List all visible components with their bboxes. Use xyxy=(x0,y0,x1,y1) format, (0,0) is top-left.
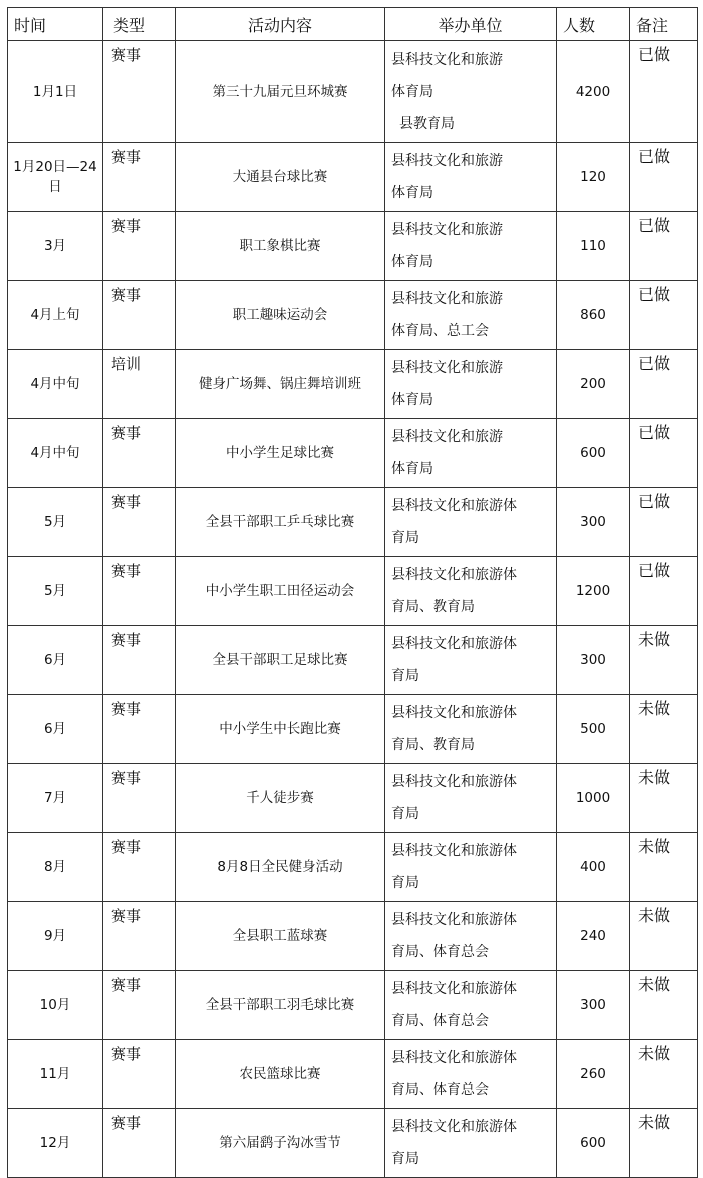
org-line: 育局 xyxy=(391,1151,419,1167)
cell-content: 全县干部职工乒乓球比赛 xyxy=(176,488,385,557)
table-row xyxy=(8,695,698,764)
cell-content: 职工象棋比赛 xyxy=(176,212,385,281)
org-line: 县科技文化和旅游体 xyxy=(391,567,517,583)
cell-org xyxy=(385,281,557,350)
cell-time: 3月 xyxy=(8,212,103,281)
cell-note: 未做 xyxy=(630,833,698,902)
org-line: 县科技文化和旅游 xyxy=(391,291,503,307)
cell-time: 1月20日—24日 xyxy=(8,143,103,212)
cell-content: 千人徒步赛 xyxy=(176,764,385,833)
table-row xyxy=(8,143,698,212)
org-line: 县科技文化和旅游体 xyxy=(391,912,517,928)
org-line: 育局 xyxy=(391,530,419,546)
org-line: 县科技文化和旅游体 xyxy=(391,705,517,721)
org-line: 县科技文化和旅游 xyxy=(391,429,503,445)
cell-org xyxy=(385,350,557,419)
cell-num: 260 xyxy=(557,1040,630,1109)
cell-num: 1000 xyxy=(557,764,630,833)
cell-note: 已做 xyxy=(630,419,698,488)
cell-time: 12月 xyxy=(8,1109,103,1178)
org-line: 县科技文化和旅游体 xyxy=(391,843,517,859)
org-line: 县科技文化和旅游体 xyxy=(391,1050,517,1066)
header-note: 备注 xyxy=(630,8,698,41)
org-line: 县科技文化和旅游体 xyxy=(391,981,517,997)
table-row xyxy=(8,419,698,488)
org-line: 育局、体育总会 xyxy=(391,1013,489,1029)
cell-org xyxy=(385,41,557,143)
table-row xyxy=(8,212,698,281)
cell-time: 8月 xyxy=(8,833,103,902)
table-row xyxy=(8,350,698,419)
cell-num: 110 xyxy=(557,212,630,281)
cell-time: 1月1日 xyxy=(8,41,103,143)
cell-type: 赛事 xyxy=(103,764,176,833)
org-line: 育局、体育总会 xyxy=(391,944,489,960)
cell-note: 已做 xyxy=(630,557,698,626)
org-line: 育局、体育总会 xyxy=(391,1082,489,1098)
cell-type: 赛事 xyxy=(103,143,176,212)
org-line: 县科技文化和旅游体 xyxy=(391,498,517,514)
cell-time: 4月上旬 xyxy=(8,281,103,350)
cell-type: 赛事 xyxy=(103,902,176,971)
cell-note: 未做 xyxy=(630,695,698,764)
org-line: 体育局 xyxy=(391,461,433,477)
cell-org xyxy=(385,626,557,695)
cell-time: 10月 xyxy=(8,971,103,1040)
org-line: 体育局 xyxy=(391,83,433,100)
header-time: 时间 xyxy=(8,8,103,41)
cell-time: 4月中旬 xyxy=(8,419,103,488)
header-org: 举办单位 xyxy=(385,8,557,41)
table-header xyxy=(8,8,698,41)
cell-num: 300 xyxy=(557,971,630,1040)
org-line: 体育局 xyxy=(391,254,433,270)
cell-note: 未做 xyxy=(630,1040,698,1109)
cell-num: 600 xyxy=(557,1109,630,1178)
cell-num: 500 xyxy=(557,695,630,764)
cell-content: 大通县台球比赛 xyxy=(176,143,385,212)
cell-content: 农民篮球比赛 xyxy=(176,1040,385,1109)
org-line: 育局 xyxy=(391,668,419,684)
cell-type: 赛事 xyxy=(103,488,176,557)
cell-note: 已做 xyxy=(630,41,698,143)
cell-type: 赛事 xyxy=(103,695,176,764)
org-line: 育局、教育局 xyxy=(391,737,475,753)
header-num: 人数 xyxy=(557,8,630,41)
org-line: 县科技文化和旅游 xyxy=(391,51,503,68)
org-line: 育局、教育局 xyxy=(391,599,475,615)
cell-content: 第三十九届元旦环城赛 xyxy=(176,41,385,143)
cell-num: 1200 xyxy=(557,557,630,626)
cell-note: 未做 xyxy=(630,971,698,1040)
cell-num: 860 xyxy=(557,281,630,350)
cell-org xyxy=(385,143,557,212)
org-line: 体育局 xyxy=(391,185,433,201)
cell-org xyxy=(385,764,557,833)
cell-note: 已做 xyxy=(630,350,698,419)
cell-note: 未做 xyxy=(630,1109,698,1178)
cell-note: 未做 xyxy=(630,764,698,833)
table-row xyxy=(8,1040,698,1109)
table-row xyxy=(8,557,698,626)
table-row xyxy=(8,281,698,350)
cell-num: 300 xyxy=(557,488,630,557)
org-line: 县科技文化和旅游体 xyxy=(391,636,517,652)
cell-num: 400 xyxy=(557,833,630,902)
cell-type: 赛事 xyxy=(103,1109,176,1178)
cell-type: 赛事 xyxy=(103,626,176,695)
cell-note: 未做 xyxy=(630,902,698,971)
cell-org xyxy=(385,971,557,1040)
header-type: 类型 xyxy=(103,8,176,41)
cell-num: 600 xyxy=(557,419,630,488)
cell-type: 赛事 xyxy=(103,971,176,1040)
cell-num: 200 xyxy=(557,350,630,419)
table-row xyxy=(8,833,698,902)
cell-content: 中小学生职工田径运动会 xyxy=(176,557,385,626)
header-content: 活动内容 xyxy=(176,8,385,41)
cell-content: 职工趣味运动会 xyxy=(176,281,385,350)
cell-note: 已做 xyxy=(630,212,698,281)
org-line: 县科技文化和旅游 xyxy=(391,153,503,169)
cell-time: 7月 xyxy=(8,764,103,833)
org-line: 县科技文化和旅游 xyxy=(391,360,503,376)
cell-type: 培训 xyxy=(103,350,176,419)
cell-time: 9月 xyxy=(8,902,103,971)
cell-type: 赛事 xyxy=(103,833,176,902)
cell-type: 赛事 xyxy=(103,212,176,281)
cell-content: 中小学生中长跑比赛 xyxy=(176,695,385,764)
org-line: 体育局、总工会 xyxy=(391,323,489,339)
header-row xyxy=(8,8,698,41)
table-row xyxy=(8,764,698,833)
table-body xyxy=(8,41,698,1178)
cell-org xyxy=(385,419,557,488)
cell-content: 全县干部职工羽毛球比赛 xyxy=(176,971,385,1040)
cell-note: 已做 xyxy=(630,488,698,557)
cell-note: 已做 xyxy=(630,143,698,212)
org-line: 县教育局 xyxy=(399,115,455,132)
cell-content: 第六届鹞子沟冰雪节 xyxy=(176,1109,385,1178)
table-row xyxy=(8,1109,698,1178)
cell-num: 120 xyxy=(557,143,630,212)
cell-org xyxy=(385,1109,557,1178)
cell-org xyxy=(385,902,557,971)
cell-type: 赛事 xyxy=(103,557,176,626)
org-line: 县科技文化和旅游体 xyxy=(391,1119,517,1135)
cell-time: 5月 xyxy=(8,488,103,557)
org-line: 县科技文化和旅游体 xyxy=(391,774,517,790)
cell-type: 赛事 xyxy=(103,419,176,488)
cell-org xyxy=(385,1040,557,1109)
cell-type: 赛事 xyxy=(103,1040,176,1109)
org-line: 县科技文化和旅游 xyxy=(391,222,503,238)
table-row xyxy=(8,971,698,1040)
cell-note: 已做 xyxy=(630,281,698,350)
cell-org xyxy=(385,695,557,764)
cell-content: 健身广场舞、锅庄舞培训班 xyxy=(176,350,385,419)
org-line: 体育局 xyxy=(391,392,433,408)
org-line: 育局 xyxy=(391,806,419,822)
cell-time: 11月 xyxy=(8,1040,103,1109)
cell-time: 5月 xyxy=(8,557,103,626)
activity-table xyxy=(7,7,698,1178)
cell-num: 240 xyxy=(557,902,630,971)
cell-type: 赛事 xyxy=(103,41,176,143)
cell-time: 6月 xyxy=(8,626,103,695)
org-line: 育局 xyxy=(391,875,419,891)
cell-org xyxy=(385,488,557,557)
table-row xyxy=(8,488,698,557)
cell-time: 6月 xyxy=(8,695,103,764)
cell-type: 赛事 xyxy=(103,281,176,350)
cell-num: 4200 xyxy=(557,41,630,143)
cell-content: 中小学生足球比赛 xyxy=(176,419,385,488)
table-row xyxy=(8,902,698,971)
cell-num: 300 xyxy=(557,626,630,695)
cell-org xyxy=(385,557,557,626)
table-row xyxy=(8,626,698,695)
cell-org xyxy=(385,212,557,281)
cell-org xyxy=(385,833,557,902)
cell-time: 4月中旬 xyxy=(8,350,103,419)
cell-note: 未做 xyxy=(630,626,698,695)
cell-content: 全县干部职工足球比赛 xyxy=(176,626,385,695)
table-row xyxy=(8,41,698,143)
cell-content: 全县职工蓝球赛 xyxy=(176,902,385,971)
cell-content: 8月8日全民健身活动 xyxy=(176,833,385,902)
